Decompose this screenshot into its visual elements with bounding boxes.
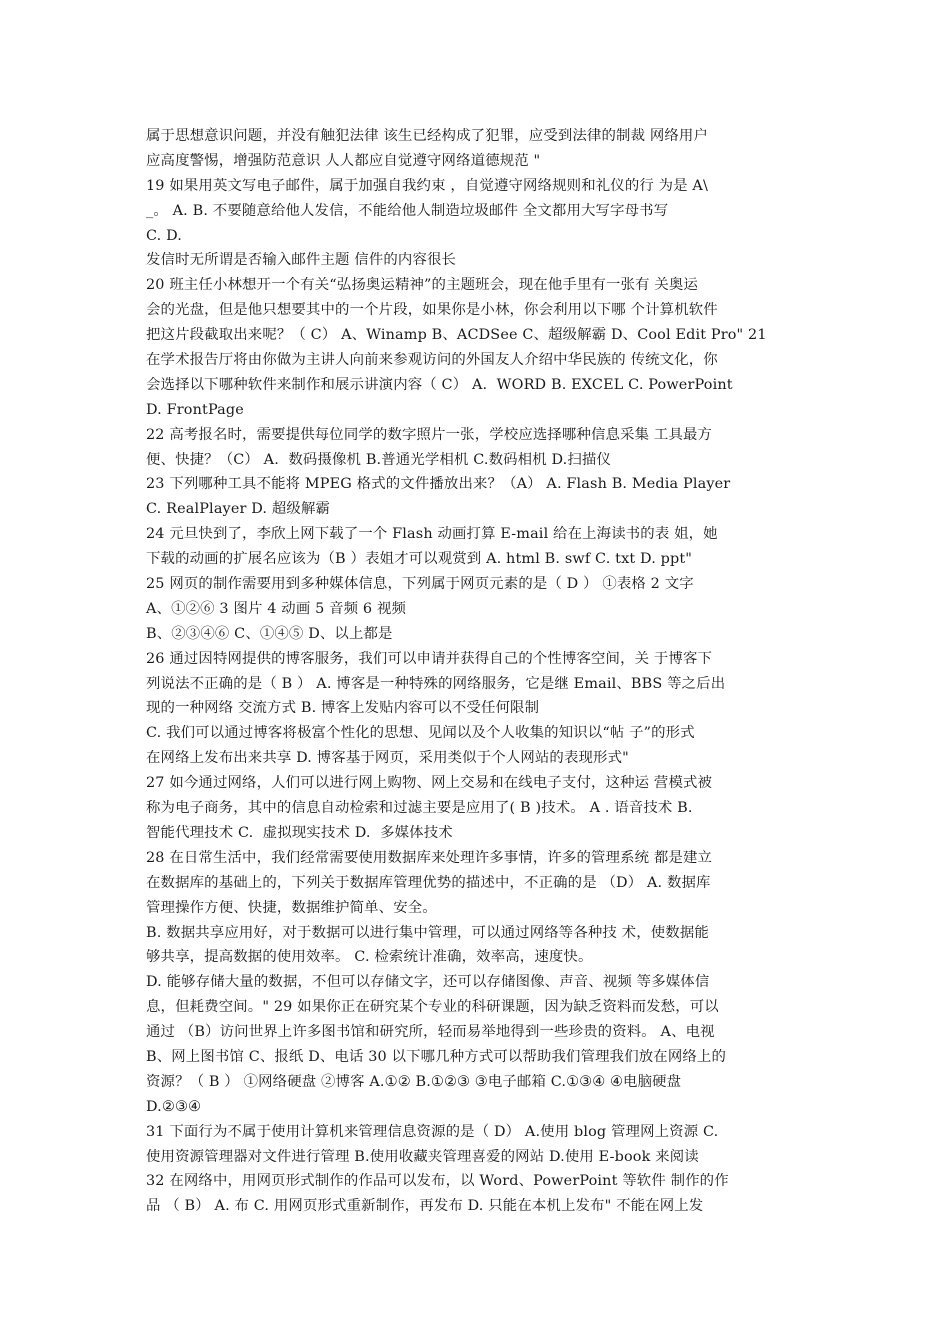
text-line: 使用资源管理器对文件进行管理 B.使用收藏夹管理喜爱的网站 D.使用 E-book 来阅读 bbox=[146, 1148, 699, 1165]
text-line: B. 数据共享应用好，对于数据可以进行集中管理，可以通过网络等各种技 术，使数据能 bbox=[146, 924, 709, 941]
text-line: 发信时无所谓是否输入邮件主题 信件的内容很长 bbox=[146, 252, 457, 269]
text-line: 智能代理技术 C. 虚拟现实技术 D. 多媒体技术 bbox=[146, 824, 453, 841]
question-26: 26 通过因特网提供的博客服务，我们可以申请并获得自己的个性博客空间，关 于博客下 bbox=[146, 650, 713, 667]
question-28: 28 在日常生活中，我们经常需要使用数据库来处理许多事情，许多的管理系统 都是建立 bbox=[146, 849, 713, 866]
text-line: C. D. bbox=[146, 227, 182, 244]
text-line: 称为电子商务，其中的信息自动检索和过滤主要是应用了( B )技术。 A . 语音技术 B. bbox=[146, 800, 693, 817]
question-27: 27 如今通过网络，人们可以进行网上购物、网上交易和在线电子支付，这种运 营模式被 bbox=[146, 775, 713, 792]
question-25: 25 网页的制作需要用到多种媒体信息，下列属于网页元素的是（ D ） ①表格 2 文字 bbox=[146, 576, 694, 593]
text-line: 在网络上发布出来共享 D. 博客基于网页，采用类似于个人网站的表现形式" bbox=[146, 750, 629, 767]
question-32: 32 在网络中，用网页形式制作的作品可以发布，以 Word、PowerPoint 等软件 制作的作 bbox=[146, 1173, 729, 1190]
text-line: C. RealPlayer D. 超级解霸 bbox=[146, 501, 331, 518]
question-22: 22 高考报名时，需要提供每位同学的数字照片一张，学校应选择哪种信息采集 工具最方 bbox=[146, 426, 713, 443]
text-line: 在数据库的基础上的，下列关于数据库管理优势的描述中，不正确的是 （D） A. 数据库 bbox=[146, 874, 711, 891]
document-body bbox=[146, 124, 810, 1219]
question-23: 23 下列哪种工具不能将 MPEG 格式的文件播放出来？（A） A. Flash B. Media Player bbox=[146, 476, 731, 493]
text-line: D.②③④ bbox=[146, 1098, 202, 1115]
text-line: 管理操作方便、快捷，数据维护简单、安全。 bbox=[146, 899, 437, 916]
text-line: B、网上图书馆 C、报纸 D、电话 30 以下哪几种方式可以帮助我们管理我们放在网络上的 bbox=[146, 1048, 727, 1065]
text-line: 把这片段截取出来呢？（ C） A、Winamp B、ACDSee C、超级解霸 D、Cool Edit Pro" 21 bbox=[146, 327, 767, 344]
text-line: 品 （ B） A. 布 C. 用网页形式重新制作，再发布 D. 只能在本机上发布" 不能在网上发 bbox=[146, 1198, 704, 1215]
text-line: 通过 （B）访问世界上许多图书馆和研究所，轻而易举地得到一些珍贵的资料。 A、电视 bbox=[146, 1024, 715, 1041]
text-line: D. FrontPage bbox=[146, 401, 244, 418]
text-line: A、①②⑥ 3 图片 4 动画 5 音频 6 视频 bbox=[146, 600, 407, 617]
text-line: 息，但耗费空间。" 29 如果你正在研究某个专业的科研课题，因为缺乏资料而发愁，可以 bbox=[146, 999, 719, 1016]
text-line: 下载的动画的扩展名应该为（B ）表姐才可以观赏到 A. html B. swf C. txt D. ppt" bbox=[146, 551, 693, 568]
text-line: 在学术报告厅将由你做为主讲人向前来参观访问的外国友人介绍中华民族的 传统文化，你 bbox=[146, 352, 718, 369]
question-24: 24 元旦快到了，李欣上网下载了一个 Flash 动画打算 E-mail 给在上海读书的表 姐，她 bbox=[146, 526, 718, 543]
text-line: 会的光盘，但是他只想要其中的一个片段，如果你是小林，你会利用以下哪 个计算机软件 bbox=[146, 302, 718, 319]
text-line: C. 我们可以通过博客将极富个性化的思想、见闻以及个人收集的知识以“帖 子”的形式 bbox=[146, 725, 695, 742]
text-line: 列说法不正确的是（ B ） A. 博客是一种特殊的网络服务，它是继 Email、BBS 等之后出 bbox=[146, 675, 726, 692]
text-line: 够共享，提高数据的使用效率。 C. 检索统计准确，效率高，速度快。 bbox=[146, 949, 593, 966]
question-20: 20 班主任小林想开一个有关“弘扬奥运精神”的主题班会，现在他手里有一张有 关奥运 bbox=[146, 277, 698, 294]
text-line: 属于思想意识问题，并没有触犯法律 该生已经构成了犯罪，应受到法律的制裁 网络用户 bbox=[146, 128, 708, 144]
text-line: 会选择以下哪种软件来制作和展示讲演内容（ C） A. WORD B. EXCEL C. PowerPoint bbox=[146, 376, 733, 393]
text-line: D. 能够存储大量的数据，不但可以存储文字，还可以存储图像、声音、视频 等多媒体信 bbox=[146, 974, 710, 991]
question-31: 31 下面行为不属于使用计算机来管理信息资源的是（ D） A.使用 blog 管理网上资源 C. bbox=[146, 1123, 719, 1140]
question-19: 19 如果用英文写电子邮件，属于加强自我约束 ，自觉遵守网络规则和礼仪的行 为是 A\ bbox=[146, 177, 708, 194]
text-line: B、②③④⑥ C、①④⑤ D、以上都是 bbox=[146, 625, 393, 642]
text-line: _。 A. B. 不要随意给他人发信，不能给他人制造垃圾邮件 全文都用大写字母书写 bbox=[146, 202, 669, 219]
text-line: 现的一种网络 交流方式 B. 博客上发贴内容可以不受任何限制 bbox=[146, 700, 540, 717]
text-line: 资源？（ B ） ①网络硬盘 ②博客 A.①② B.①②③ ③电子邮箱 C.①③④ ④电脑硬盘 bbox=[146, 1073, 682, 1090]
text-line: 应高度警惕，增强防范意识 人人都应自觉遵守网络道德规范 " bbox=[146, 152, 541, 169]
text-line: 便、快捷？（C） A. 数码摄像机 B.普通光学相机 C.数码相机 D.扫描仪 bbox=[146, 451, 612, 468]
